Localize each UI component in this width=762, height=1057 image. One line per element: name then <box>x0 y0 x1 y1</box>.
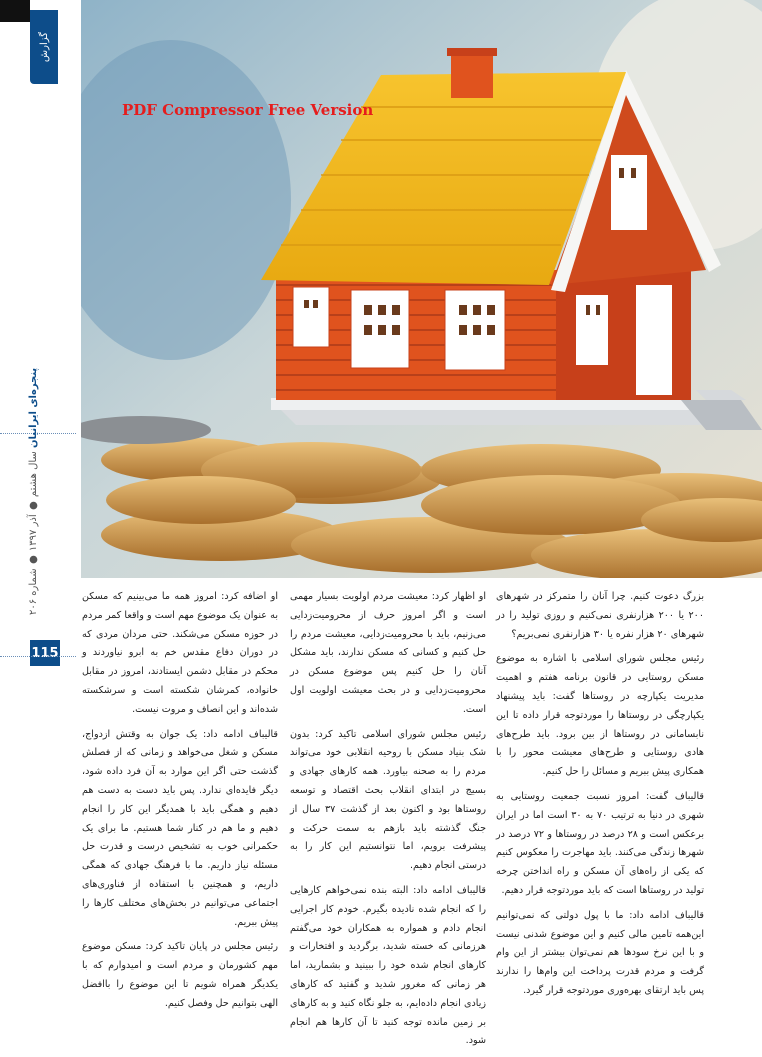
paragraph: رئیس مجلس در پایان تاکید کرد: مسکن موضوع مهم کشورمان و مردم است و امیدوارم که با یکدیگر همراه شویم تا این موضوع را باافضل الهی بتوانیم حل وفصل کنیم. <box>82 941 278 1009</box>
paragraph: او اضافه کرد: امروز همه ما می‌بینیم که مسکن به عنوان یک موضوع مهم است و واقعا کمر مردم در حوزه مسکن می‌شکند. حتی مردان مردی که در دوران دفاع مقدس خم به ابرو نیاوردند و محکم در مقابل دشمن ایستادند، امروز در مقابل خانواده، کمرشان شکسته است و سرشکسته شده‌اند و این انصاف و مروت نیست. <box>82 591 278 715</box>
article-column-right <box>496 588 704 1007</box>
paragraph: قالیباف ادامه داد: ما با پول دولتی که نمی‌توانیم این‌همه تامین مالی کنیم و این موضوع شدنی نیست و با این نرخ سودها هم نمی‌توان بیشتر از این وام گرفت و مردم قدرت پرداخت این وام‌ها را ندارند پس باید ارتقای بهره‌وری موردتوجه قرار گیرد. <box>496 909 704 996</box>
hero-image-house-on-coins <box>81 0 762 578</box>
magazine-brand: پنجره‌ای ایرانیان <box>28 367 39 449</box>
paragraph: قالیباف گفت: امروز نسبت جمعیت روستایی به شهری در دنیا به ترتیب ۷۰ به ۳۰ است اما در ایران برعکس است و ۲۸ درصد در روستاها و ۷۲ درصد در شهرها زندگی می‌کنند. باید مهاجرت را معکوس کنیم که یکی از راه‌های آن مسکن و راه انداختن چرخه تولید در روستاها است که باید موردتوجه قرار دهیم. <box>496 790 705 896</box>
section-tab <box>30 10 58 84</box>
paragraph: رئیس مجلس شورای اسلامی با اشاره به موضوع مسکن روستایی در قانون برنامه هفتم و اهمیت مدیریت یکپارچه در روستاها گفت: باید پیشنهاد یکپارچگی در روستاها را موردتوجه قرار داده تا این نابسامانی در روستاها از بین برود. باید طرح‌های هادی روستایی و طرح‌های معیشت محور را با همکاری پیش ببریم و مسائل را حل کنیم. <box>496 653 704 778</box>
magazine-issue-meta: سال هشتم ● آذر ۱۳۹۷ ● شماره ۲۰۶ <box>28 451 39 615</box>
paragraph: قالیباف ادامه داد: البته بنده نمی‌خواهم کارهایی را که انجام شده نادیده بگیرم. خودم کار اجرایی انجام دادم و همواره به همکاران خود می‌گفتم هرزمانی که خسته شدید، برگردید و افتخارات و کارهای انجام شده خود را ببینید و بشمارید، اما هر زمانی که مغرور شدید و گفتید که کارهای زیادی انجام داده‌ایم، به جلو نگاه کنید و به کارهای بر زمین مانده توجه کنید تا آن کارها هم انجام شود. <box>290 884 486 1047</box>
section-label: گزارش <box>38 31 50 63</box>
magazine-info <box>28 367 46 615</box>
paragraph: رئیس مجلس شورای اسلامی تاکید کرد: بدون شک بنیاد مسکن با روحیه انقلابی خود می‌تواند مردم را به صحنه بیاورد. همه کارهای جهادی و بسیج در ابتدای انقلاب بحث اقتصاد و توسعه روستاها بود و اکنون بعد از گذشت ۳۷ سال از جنگ گذشته باید بازهم به سمت حرکت و پیشرفت برویم، اما نتوانستیم این کار را به درستی انجام دهیم. <box>290 728 486 872</box>
rail-header-block <box>0 0 30 22</box>
rail-divider-bottom <box>0 656 76 657</box>
pdf-watermark: PDF Compressor Free Version <box>122 101 374 119</box>
paragraph: او اظهار کرد: معیشت مردم اولویت بسیار مهمی است و اگر امروز حرف از محرومیت‌زدایی می‌زنیم، باید با محرومیت‌زدایی، معیشت مردم را حل کنیم و کسانی که مسکن ندارند، باید مشکل آنان را حل کنیم پس موضوع مسکن در محرومیت‌زدایی و در بحث معیشت اولویت اول است. <box>290 591 486 715</box>
page-number: 115 <box>30 640 60 666</box>
paragraph: بزرگ دعوت کنیم. چرا آنان را متمرکز در شهرهای ۲۰۰ یا ۲۰۰ هزارنفری نمی‌کنیم و روزی تولید را در شهرهای ۲۰ هزار نفره یا ۳۰ هزارنفری نمی‌بریم؟ <box>496 591 704 640</box>
article-column-left <box>82 588 278 1020</box>
paragraph: قالیباف ادامه داد: یک جوان به وقتش ازدواج، مسکن و شغل می‌خواهد و زمانی که از فصلش گذشت حتی اگر این موارد به آن فرد داده شود، دیگر فایده‌ای ندارد. پس باید دست به دست هم دهیم و همگی باید با همدیگر این کار را انجام دهیم و ما هم در کنار شما هستیم. ما برای یک حکمرانی خوب به تشخیص درست و قدرت حل مسئله نیاز داریم. ما با فرهنگ جهادی که همگی داریم، و همچنین با استفاده از فناوری‌های اجتماعی می‌توانیم در بخش‌های مختلف کارها را پیش ببریم. <box>82 728 278 928</box>
article-column-middle <box>290 588 486 1057</box>
